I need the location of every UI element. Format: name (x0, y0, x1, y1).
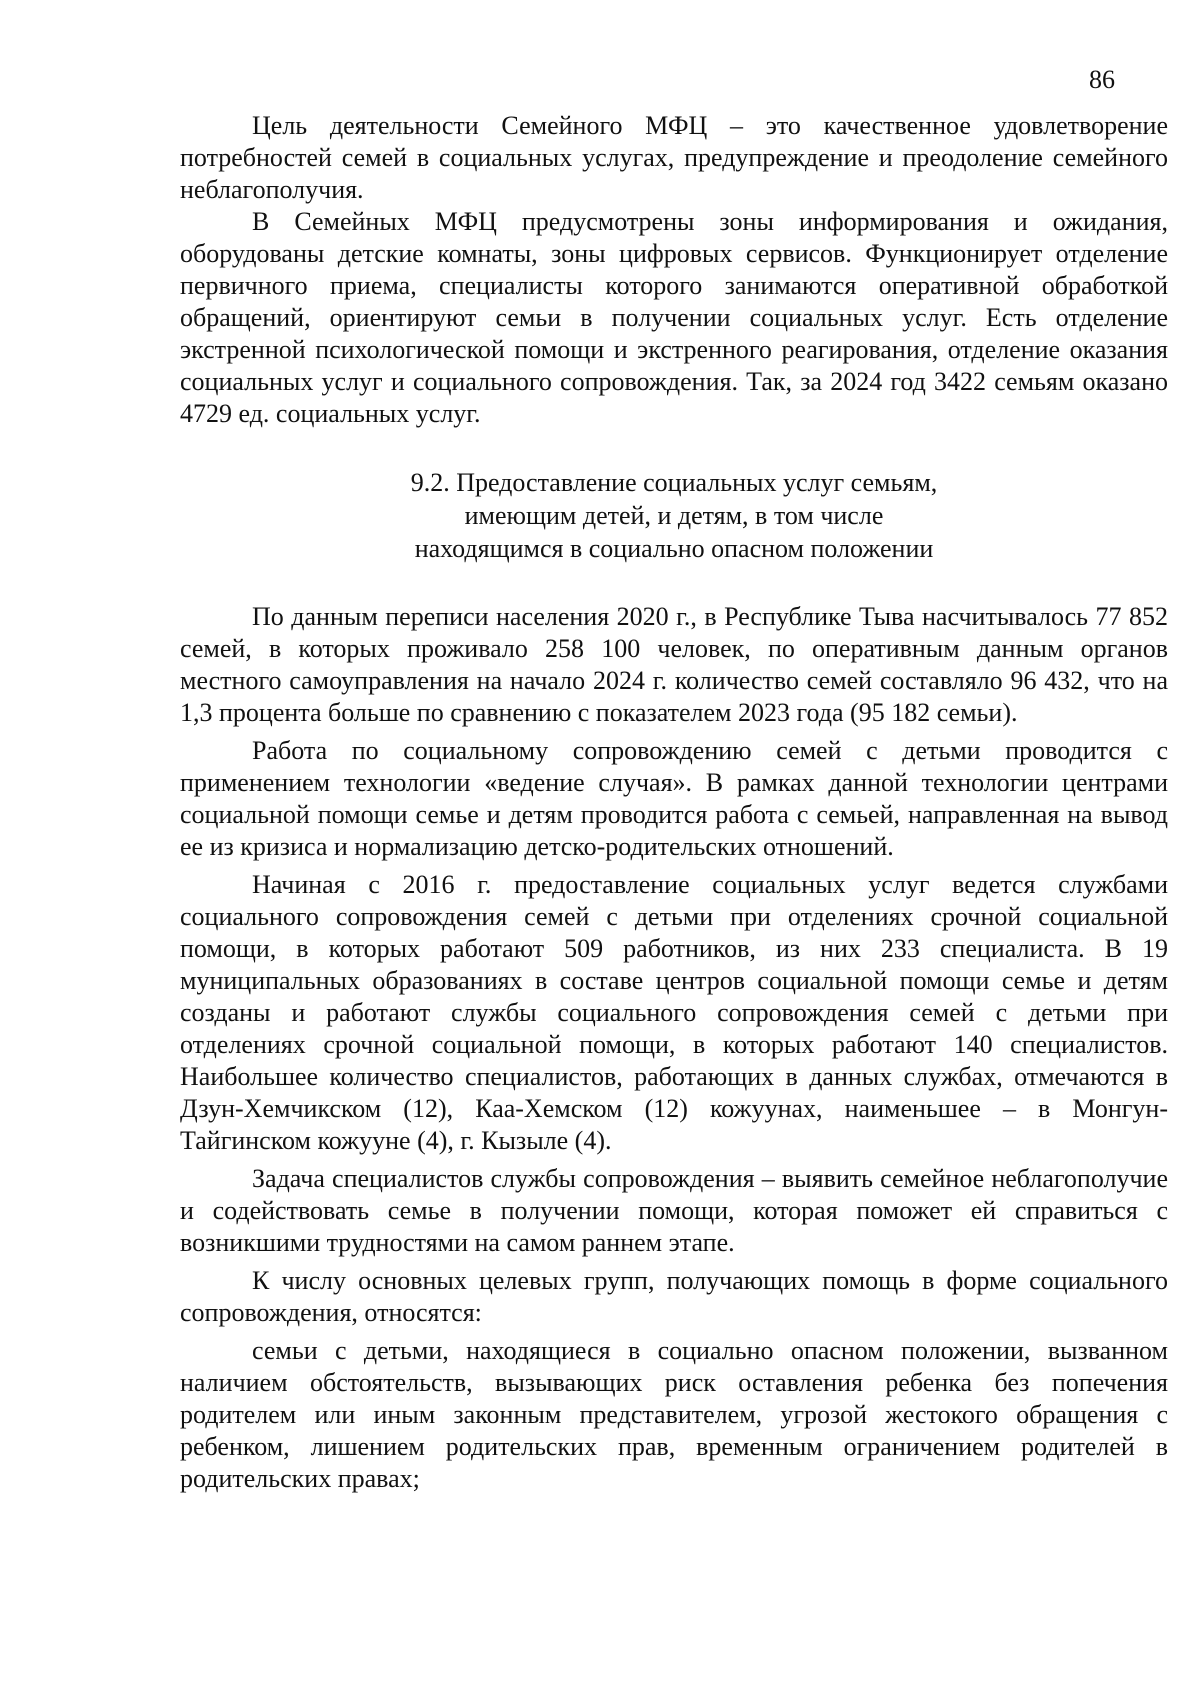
page-number: 86 (1089, 65, 1115, 94)
section-heading (180, 466, 1168, 565)
paragraph-target-groups: К числу основных целевых групп, получающих помощь в форме социального сопровождения, относятся: (180, 1266, 1168, 1327)
section-heading-line: имеющим детей, и детям, в том числе (464, 501, 884, 530)
paragraph-services-since-2016: Начиная с 2016 г. предоставление социальных услуг ведется службами социального сопровождения семей с детьми при отделениях срочной социальной помощи, в которых работают 509 работников, из них 233 специалиста. В 19 муниципальных образованиях в составе центров социальной помощи семье и детям созданы и работают службы социального сопровождения семей с детьми при отделениях срочной социальной помощи, в которых работают 140 специалистов. Наибольшее количество специалистов, работающих в данных службах, отмечаются в Дзун-Хемчикском (12), Каа-Хемском (12) кожуунах, наименьшее – в Монгун-Тайгинском кожууне (4), г. Кызыле (4). (180, 870, 1168, 1155)
paragraph-mfc-goal: Цель деятельности Семейного МФЦ – это качественное удовлетворение потребностей семей в социальных услугах, предупреждение и преодоление семейного неблагополучия. (180, 111, 1168, 204)
paragraph-specialists-task: Задача специалистов службы сопровождения – выявить семейное неблагополучие и содействовать семье в получении помощи, которая поможет ей справиться с возникшими трудностями на самом раннем этапе. (180, 1164, 1168, 1257)
paragraph-case-management: Работа по социальному сопровождению семей с детьми проводится с применением технологии «ведение случая». В рамках данной технологии центрами социальной помощи семье и детям проводится работа с семьей, направленная на вывод ее из кризиса и нормализацию детско-родительских отношений. (180, 736, 1168, 861)
section-heading-line: 9.2. Предоставление социальных услуг семьям, (410, 468, 938, 497)
list-item-target-group: семьи с детьми, находящиеся в социально опасном положении, вызванном наличием обстоятельств, вызывающих риск оставления ребенка без попечения родителем или иным законным представителем, угрозой жестокого обращения с ребенком, лишением родительских прав, временным ограничением родителей в родительских правах; (180, 1336, 1168, 1493)
section-heading-line: находящимся в социально опасном положении (414, 534, 934, 563)
paragraph-mfc-zones: В Семейных МФЦ предусмотрены зоны информирования и ожидания, оборудованы детские комнаты, зоны цифровых сервисов. Функционирует отделение первичного приема, специалисты которого занимаются оперативной обработкой обращений, ориентируют семьи в получении социальных услуг. Есть отделение экстренной психологической помощи и экстренного реагирования, отделение оказания социальных услуг и социального сопровождения. Так, за 2024 год 3422 семьям оказано 4729 ед. социальных услуг. (180, 207, 1168, 428)
paragraph-census: По данным переписи населения 2020 г., в Республике Тыва насчитывалось 77 852 семей, в которых проживало 258 100 человек, по оперативным данным органов местного самоуправления на начало 2024 г. количество семей составляло 96 432, что на 1,3 процента больше по сравнению с показателем 2023 года (95 182 семьи). (180, 602, 1168, 727)
document-body (180, 110, 1168, 1495)
